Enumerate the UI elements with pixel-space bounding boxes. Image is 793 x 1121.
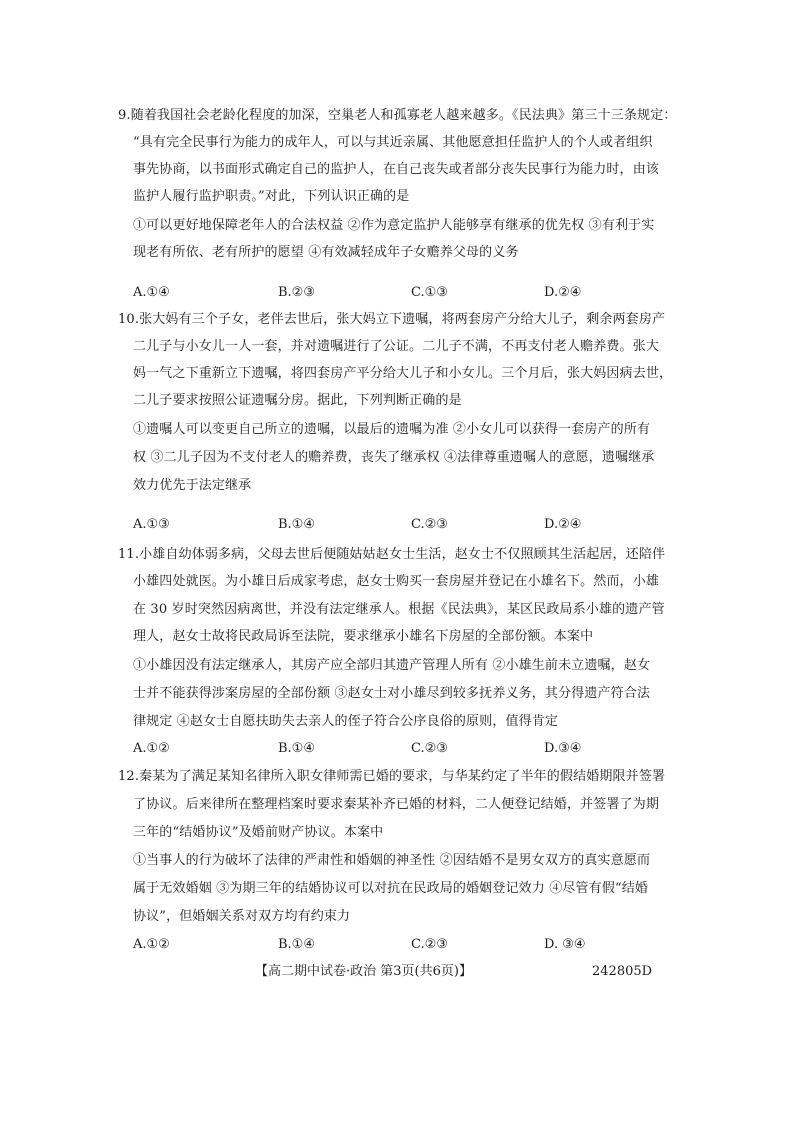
question-12-statement-3: 协议”，但婚姻关系对双方均有约束力 <box>133 909 351 924</box>
question-12-option-a: A.①② <box>133 937 170 952</box>
question-11-line-4: 理人，赵女士故将民政局诉至法院，要求继承小雄名下房屋的全部份额。本案中 <box>133 629 594 644</box>
question-12-line-3: 三年的“结婚协议”及婚前财产协议。本案中 <box>133 825 384 840</box>
question-9-statement-2: 现老有所依、老有所护的愿望 ④有效减轻成年子女赡养父母的义务 <box>133 245 519 260</box>
footer-code: 242805D <box>592 964 653 979</box>
question-10-statement-3: 效力优先于法定继承 <box>133 478 252 493</box>
question-12-option-d: D. ③④ <box>544 937 586 952</box>
question-9-statement-1: ①可以更好地保障老年人的合法权益 ②作为意定监护人能够享有继承的优先权 ③有利于实 <box>133 218 655 233</box>
question-10-option-a: A.①③ <box>133 517 170 532</box>
question-11-statement-2: 士并不能获得涉案房屋的全部份额 ③赵女士对小雄尽到较多抚养义务，其分得遗产符合法 <box>133 686 651 701</box>
question-9-line-3: 事先协商，以书面形式确定自己的监护人，在自己丧失或者部分丧失民事行为能力时，由该 <box>133 162 660 177</box>
question-11-option-d: D.③④ <box>544 741 582 756</box>
question-11-option-c: C.②③ <box>411 741 448 756</box>
footer-title: 【高二期中试卷·政治 第3页(共6页)】 <box>255 964 472 979</box>
question-10-statement-2: 权 ③二儿子因为不支付老人的赡养费，丧失了继承权 ④法律尊重遗嘱人的意愿，遗嘱继承 <box>133 450 655 465</box>
question-11-statement-1: ①小雄因没有法定继承人，其房产应全部归其遗产管理人所有 ②小雄生前未立遗嘱，赵女 <box>133 658 651 673</box>
question-9-option-b: B.②③ <box>278 285 315 300</box>
question-11-statement-3: 律规定 ④赵女士自愿扶助失去亲人的侄子符合公序良俗的原则，值得肯定 <box>133 714 559 729</box>
question-11-option-b: B.①④ <box>278 741 315 756</box>
question-10-line-2: 二儿子与小女儿一人一套，并对遗嘱进行了公证。二儿子不满，不再支付老人赡养费。张大 <box>133 339 660 354</box>
question-9-option-a: A.①④ <box>133 285 170 300</box>
question-9-option-d: D.②④ <box>544 285 582 300</box>
question-10-option-c: C.②③ <box>411 517 448 532</box>
question-10-line-1: 10.张大妈有三个子女，老伴去世后，张大妈立下遗嘱，将两套房产分给大儿子，剩余两套房产 <box>118 312 666 327</box>
question-12-line-2: 了协议。后来律所在整理档案时要求秦某补齐已婚的材料，二人便登记结婚，并签署了为期 <box>133 797 660 812</box>
question-10-line-3: 妈一气之下重新立下遗嘱，将四套房产平分给大儿子和小女儿。三个月后，张大妈因病去世， <box>133 366 673 381</box>
question-12-statement-1: ①当事人的行为破坏了法律的严肃性和婚姻的神圣性 ②因结婚不是男女双方的真实意愿而 <box>133 853 651 868</box>
question-12-option-b: B.①④ <box>278 937 315 952</box>
question-10-line-4: 二儿子要求按照公证遗嘱分房。据此，下列判断正确的是 <box>133 393 462 408</box>
question-9-line-2: “具有完全民事行为能力的成年人，可以与其近亲属、其他愿意担任监护人的个人或者组织 <box>133 135 653 150</box>
question-12-statement-2: 属于无效婚姻 ③为期三年的结婚协议可以对抗在民政局的婚姻登记效力 ④尽管有假“结婚 <box>133 881 649 896</box>
question-9-line-1: 9.随着我国社会老龄化程度的加深，空巢老人和孤寡老人越来越多。《民法典》第三十三条规定： <box>118 108 677 123</box>
question-9-line-4: 监护人履行监护职责。”对此，下列认识正确的是 <box>133 189 410 204</box>
question-11-option-a: A.①② <box>133 741 170 756</box>
question-10-option-d: D.②④ <box>544 517 582 532</box>
question-11-line-1: 11.小雄自幼体弱多病，父母去世后便随姑姑赵女士生活，赵女士不仅照顾其生活起居，还陪伴 <box>118 547 666 562</box>
question-10-statement-1: ①遗嘱人可以变更自己所立的遗嘱，以最后的遗嘱为准 ②小女儿可以获得一套房产的所有 <box>133 422 651 437</box>
question-9-option-c: C.①③ <box>411 285 448 300</box>
question-10-option-b: B.①④ <box>278 517 315 532</box>
question-11-line-2: 小雄四处就医。为小雄日后成家考虑，赵女士购买一套房屋并登记在小雄名下。然而，小雄 <box>133 574 660 589</box>
question-12-line-1: 12.秦某为了满足某知名律所入职女律师需已婚的要求，与华某约定了半年的假结婚期限并签署 <box>118 769 666 784</box>
question-11-line-3: 在 30 岁时突然因病离世，并没有法定继承人。根据《民法典》，某区民政局系小雄的遗产管 <box>133 602 665 617</box>
question-12-option-c: C.②③ <box>411 937 448 952</box>
